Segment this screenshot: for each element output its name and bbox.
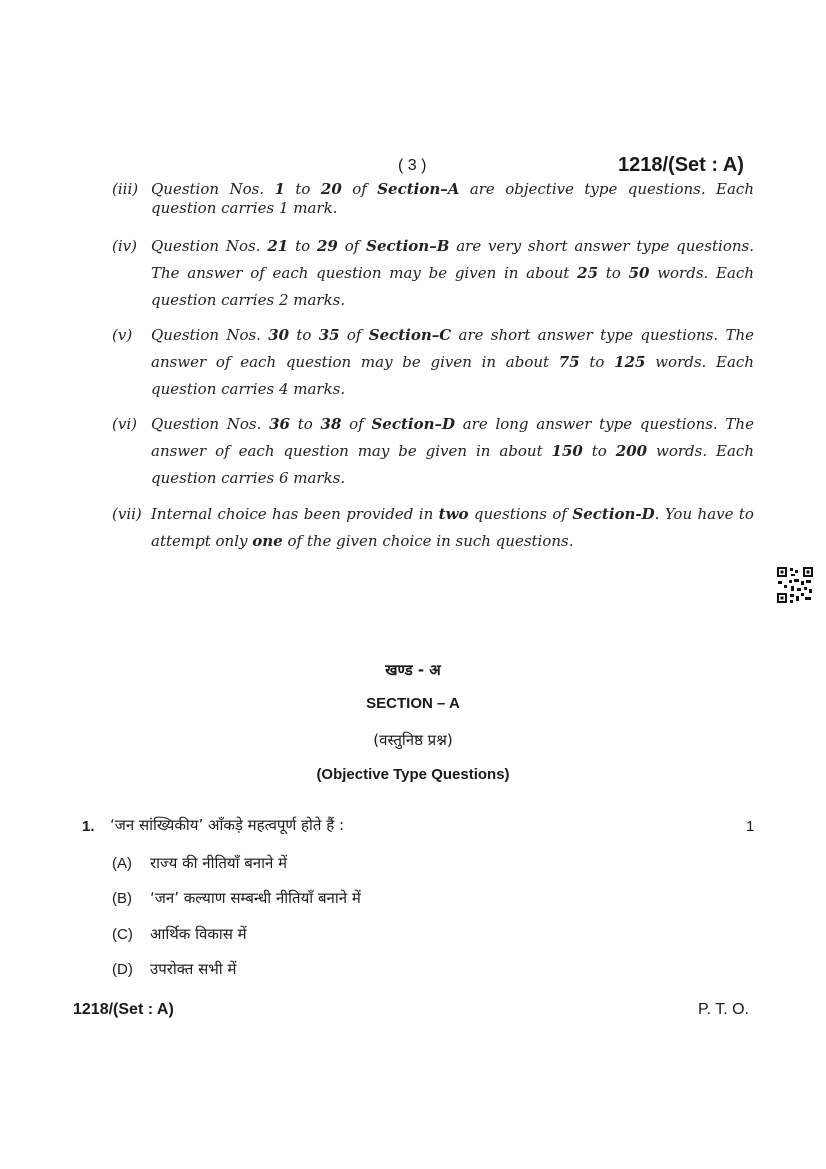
- instruction-emphasis: 29: [316, 237, 338, 255]
- question-number: 1.: [82, 818, 95, 835]
- instruction-number: (vi): [112, 415, 137, 433]
- instruction-fragment: are objective type questions. Each question carries 1 mark.: [151, 180, 754, 217]
- instruction-fragment: to: [582, 442, 616, 460]
- instruction-fragment: are very short answer type questions. The answer of each question may be given in about: [151, 237, 754, 282]
- instruction-item: [112, 233, 754, 314]
- please-turn-over: P. T. O.: [698, 1001, 749, 1018]
- instruction-fragment: to: [289, 326, 319, 344]
- instruction-emphasis: 50: [628, 264, 650, 282]
- question-marks: 1: [746, 818, 755, 835]
- instruction-fragment: words. Each question carries 6 marks.: [151, 442, 754, 487]
- instruction-fragment: Question Nos.: [151, 237, 268, 255]
- option-b: [112, 888, 361, 908]
- instruction-fragment: words. Each question carries 2 marks.: [151, 264, 754, 309]
- instruction-number: (v): [112, 326, 133, 344]
- page-number: ( 3 ): [398, 157, 427, 174]
- instruction-fragment: of: [341, 415, 372, 433]
- instruction-text: [151, 411, 754, 492]
- option-text: राज्य की नीतियाँ बनाने में: [150, 854, 288, 872]
- instruction-emphasis: Section–B: [366, 237, 450, 255]
- option-label: (A): [112, 855, 132, 872]
- instruction-fragment: Question Nos.: [151, 415, 270, 433]
- instruction-emphasis: 25: [577, 264, 599, 282]
- instruction-fragment: Question Nos.: [151, 180, 275, 198]
- instruction-fragment: of: [337, 237, 367, 255]
- instruction-fragment: are long answer type questions. The answer of each question may be given in about: [151, 415, 754, 460]
- instruction-emphasis: 35: [318, 326, 340, 344]
- instruction-fragment: to: [598, 264, 629, 282]
- instruction-emphasis: 20: [320, 180, 342, 198]
- instruction-emphasis: 75: [558, 353, 580, 371]
- instruction-fragment: of: [339, 326, 369, 344]
- instruction-fragment: questions of: [468, 505, 573, 523]
- instruction-item: [112, 180, 754, 218]
- question-text: ‘जन सांख्यिकीय’ आँकड़े महत्वपूर्ण होते हैं :: [110, 816, 344, 834]
- instruction-emphasis: 150: [551, 442, 583, 460]
- instruction-number: (vii): [112, 505, 142, 523]
- instruction-emphasis: Section–A: [377, 180, 460, 198]
- instruction-fragment: words. Each question carries 4 marks.: [151, 353, 754, 398]
- instruction-fragment: of the given choice in such questions.: [282, 532, 574, 550]
- instruction-emphasis: 125: [614, 353, 646, 371]
- instruction-fragment: are short answer type questions. The answer of each question may be given in about: [151, 326, 754, 371]
- instruction-text: [151, 180, 754, 218]
- instruction-emphasis: Section–C: [368, 326, 452, 344]
- qr-code-icon: [776, 566, 814, 604]
- paper-code-header: 1218/(Set : A): [618, 154, 744, 176]
- paper-code-footer: 1218/(Set : A): [73, 1001, 174, 1018]
- instruction-number: (iv): [112, 237, 137, 255]
- instruction-fragment: Question Nos.: [151, 326, 269, 344]
- instruction-fragment: of: [341, 180, 378, 198]
- instruction-emphasis: 21: [267, 237, 289, 255]
- option-label: (C): [112, 926, 133, 943]
- instruction-fragment: Internal choice has been provided in: [151, 505, 439, 523]
- instruction-emphasis: Section–D: [371, 415, 455, 433]
- option-label: (B): [112, 890, 132, 907]
- instruction-text: [151, 501, 754, 555]
- instruction-emphasis: 1: [274, 180, 285, 198]
- instruction-emphasis: one: [252, 532, 283, 550]
- option-text: आर्थिक विकास में: [150, 925, 247, 943]
- instruction-item: [112, 322, 754, 403]
- option-label: (D): [112, 961, 133, 978]
- section-english-subtitle: (Objective Type Questions): [316, 766, 510, 783]
- instruction-number: (iii): [112, 180, 139, 198]
- instruction-emphasis: 36: [269, 415, 290, 433]
- instruction-fragment: . You have to attempt only: [151, 505, 754, 550]
- section-hindi-title: खण्ड - अ: [385, 661, 441, 679]
- instruction-text: [151, 322, 754, 403]
- instruction-fragment: to: [284, 180, 321, 198]
- instruction-fragment: to: [579, 353, 615, 371]
- section-english-title: SECTION – A: [366, 695, 460, 712]
- instruction-text: [151, 233, 754, 314]
- instruction-emphasis: 30: [268, 326, 290, 344]
- instruction-emphasis: Section-D: [572, 505, 655, 523]
- instruction-fragment: to: [288, 237, 317, 255]
- instruction-emphasis: 38: [320, 415, 342, 433]
- option-a: [112, 853, 287, 873]
- option-c: [112, 924, 247, 944]
- section-hindi-subtitle: (वस्तुनिष्ठ प्रश्न): [373, 731, 453, 749]
- instruction-fragment: to: [290, 415, 321, 433]
- option-d: [112, 959, 236, 979]
- instruction-emphasis: two: [438, 505, 469, 523]
- instruction-item: [112, 501, 754, 555]
- instruction-emphasis: 200: [615, 442, 648, 460]
- instruction-item: [112, 411, 754, 492]
- option-text: उपरोक्त सभी में: [150, 960, 237, 978]
- option-text: ‘जन’ कल्याण सम्बन्धी नीतियाँ बनाने में: [150, 889, 361, 907]
